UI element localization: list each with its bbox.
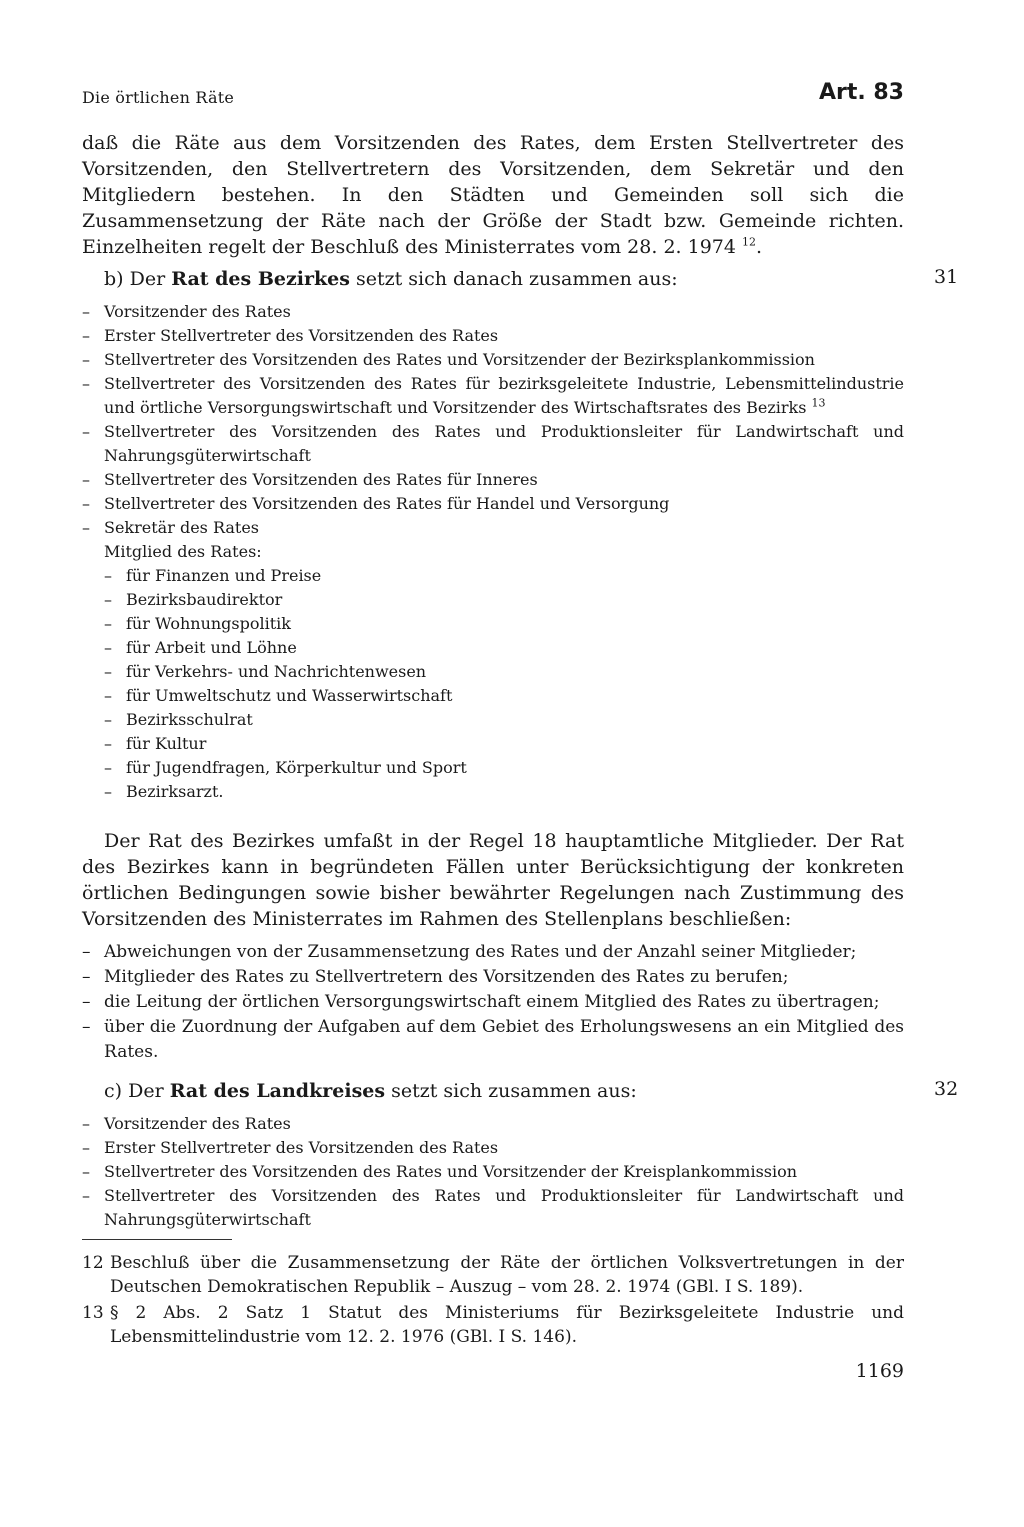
footnote-13: 13 § 2 Abs. 2 Satz 1 Statut des Ministeriums für Bezirksgeleitete Industrie und Lebensmittelindustrie vom 12. 2. 1976 (GBl. I S. 146). bbox=[82, 1303, 904, 1347]
footnote-divider bbox=[82, 1239, 232, 1240]
margin-number-32: 32 bbox=[934, 1078, 959, 1100]
list-item: – für Wohnungspolitik bbox=[104, 612, 904, 636]
middle-block bbox=[82, 828, 904, 1065]
list-item: – Sekretär des Rates bbox=[82, 516, 904, 540]
list-item: – Stellvertreter des Vorsitzenden des Rates für Handel und Versorgung bbox=[82, 492, 904, 516]
middle-list bbox=[82, 940, 904, 1065]
footnotes bbox=[82, 1251, 904, 1351]
list-item: – Stellvertreter des Vorsitzenden des Rates und Produktionsleiter für Landwirtschaft und Nahrungsgüterwirtschaft bbox=[82, 420, 904, 468]
section-b bbox=[82, 266, 904, 804]
list-item: – Abweichungen von der Zusammensetzung des Rates und der Anzahl seiner Mitglieder; bbox=[82, 940, 904, 965]
list-item: – Vorsitzender des Rates bbox=[82, 300, 904, 324]
list-item: – Erster Stellvertreter des Vorsitzenden des Rates bbox=[82, 1136, 904, 1160]
list-item: – Vorsitzender des Rates bbox=[82, 1112, 904, 1136]
list-item: – für Jugendfragen, Körperkultur und Sport bbox=[104, 756, 904, 780]
list-item: – die Leitung der örtlichen Versorgungswirtschaft einem Mitglied des Rates zu übertragen; bbox=[82, 990, 904, 1015]
members-list bbox=[104, 564, 904, 804]
margin-number-31: 31 bbox=[934, 266, 959, 288]
list-item: – Stellvertreter des Vorsitzenden des Rates für bezirksgeleitete Industrie, Lebensmittelindustrie und örtliche Versorgungswirtschaft und Vorsitzender des Wirtschaftsrates des Bezirks $^{13}$ bbox=[82, 372, 904, 420]
list-item: – Stellvertreter des Vorsitzenden des Rates und Produktionsleiter für Landwirtschaft und Nahrungsgüterwirtschaft bbox=[82, 1184, 904, 1232]
section-c-heading: c) Der Rat des Landkreises setzt sich zusammen aus: bbox=[104, 1080, 637, 1102]
list-item: – Stellvertreter des Vorsitzenden des Rates und Vorsitzender der Kreisplankommission bbox=[82, 1160, 904, 1184]
intro-paragraph: daß die Räte aus dem Vorsitzenden des Rates, dem Ersten Stellvertreter des Vorsitzenden, den Stellvertretern des Vorsitzenden, dem Sekretär und den Mitgliedern bestehen. In den Städten und Gemeinden soll sich die Zusammensetzung der Räte nach der Größe der Stadt bzw. Gemeinde richten. Einzelheiten regelt der Beschluß des Ministerrates vom 28. 2. 1974 $^{12}$. bbox=[82, 132, 904, 258]
list-item: – Bezirksarzt. bbox=[104, 780, 904, 804]
article-number: Art. 83 bbox=[818, 80, 904, 105]
members-label: Mitglied des Rates: bbox=[104, 542, 262, 561]
list-item: – über die Zuordnung der Aufgaben auf dem Gebiet des Erholungswesens an ein Mitglied des Rates. bbox=[82, 1015, 904, 1065]
footnote-ref-12[interactable]: 12 bbox=[742, 235, 757, 249]
section-b-list bbox=[82, 300, 904, 540]
list-item: – Erster Stellvertreter des Vorsitzenden des Rates bbox=[82, 324, 904, 348]
list-item: – für Kultur bbox=[104, 732, 904, 756]
section-b-heading: b) Der Rat des Bezirkes setzt sich danach zusammen aus: bbox=[104, 268, 678, 290]
footnote-ref-13[interactable]: 13 bbox=[811, 396, 826, 410]
list-item: – Bezirksbaudirektor bbox=[104, 588, 904, 612]
list-item: – für Arbeit und Löhne bbox=[104, 636, 904, 660]
footnote-12: 12 Beschluß über die Zusammensetzung der Räte der örtlichen Volksvertretungen in der Deutschen Demokratischen Republik – Auszug – vom 28. 2. 1974 (GBl. I S. 189). bbox=[82, 1253, 904, 1297]
running-head: Die örtlichen Räte bbox=[82, 88, 235, 107]
list-item: – Bezirksschulrat bbox=[104, 708, 904, 732]
section-c bbox=[82, 1078, 904, 1232]
intro-block bbox=[82, 130, 904, 260]
list-item: – Stellvertreter des Vorsitzenden des Rates und Vorsitzender der Bezirksplankommission bbox=[82, 348, 904, 372]
list-item: – für Finanzen und Preise bbox=[104, 564, 904, 588]
list-item: – für Umweltschutz und Wasserwirtschaft bbox=[104, 684, 904, 708]
list-item: – Mitglieder des Rates zu Stellvertretern des Vorsitzenden des Rates zu berufen; bbox=[82, 965, 904, 990]
list-item: – Stellvertreter des Vorsitzenden des Rates für Inneres bbox=[82, 468, 904, 492]
middle-paragraph: Der Rat des Bezirkes umfaßt in der Regel 18 hauptamtliche Mitglieder. Der Rat des Bezirkes kann in begründeten Fällen unter Berücksichtigung der konkreten örtlichen Bedingungen sowie bisher bewährter Regelungen nach Zustimmung des Vorsitzenden des Ministerrates im Rahmen des Stellenplans beschließen: bbox=[82, 830, 904, 930]
list-item: – für Verkehrs- und Nachrichtenwesen bbox=[104, 660, 904, 684]
section-c-list bbox=[82, 1112, 904, 1232]
page-number: 1169 bbox=[855, 1360, 904, 1382]
